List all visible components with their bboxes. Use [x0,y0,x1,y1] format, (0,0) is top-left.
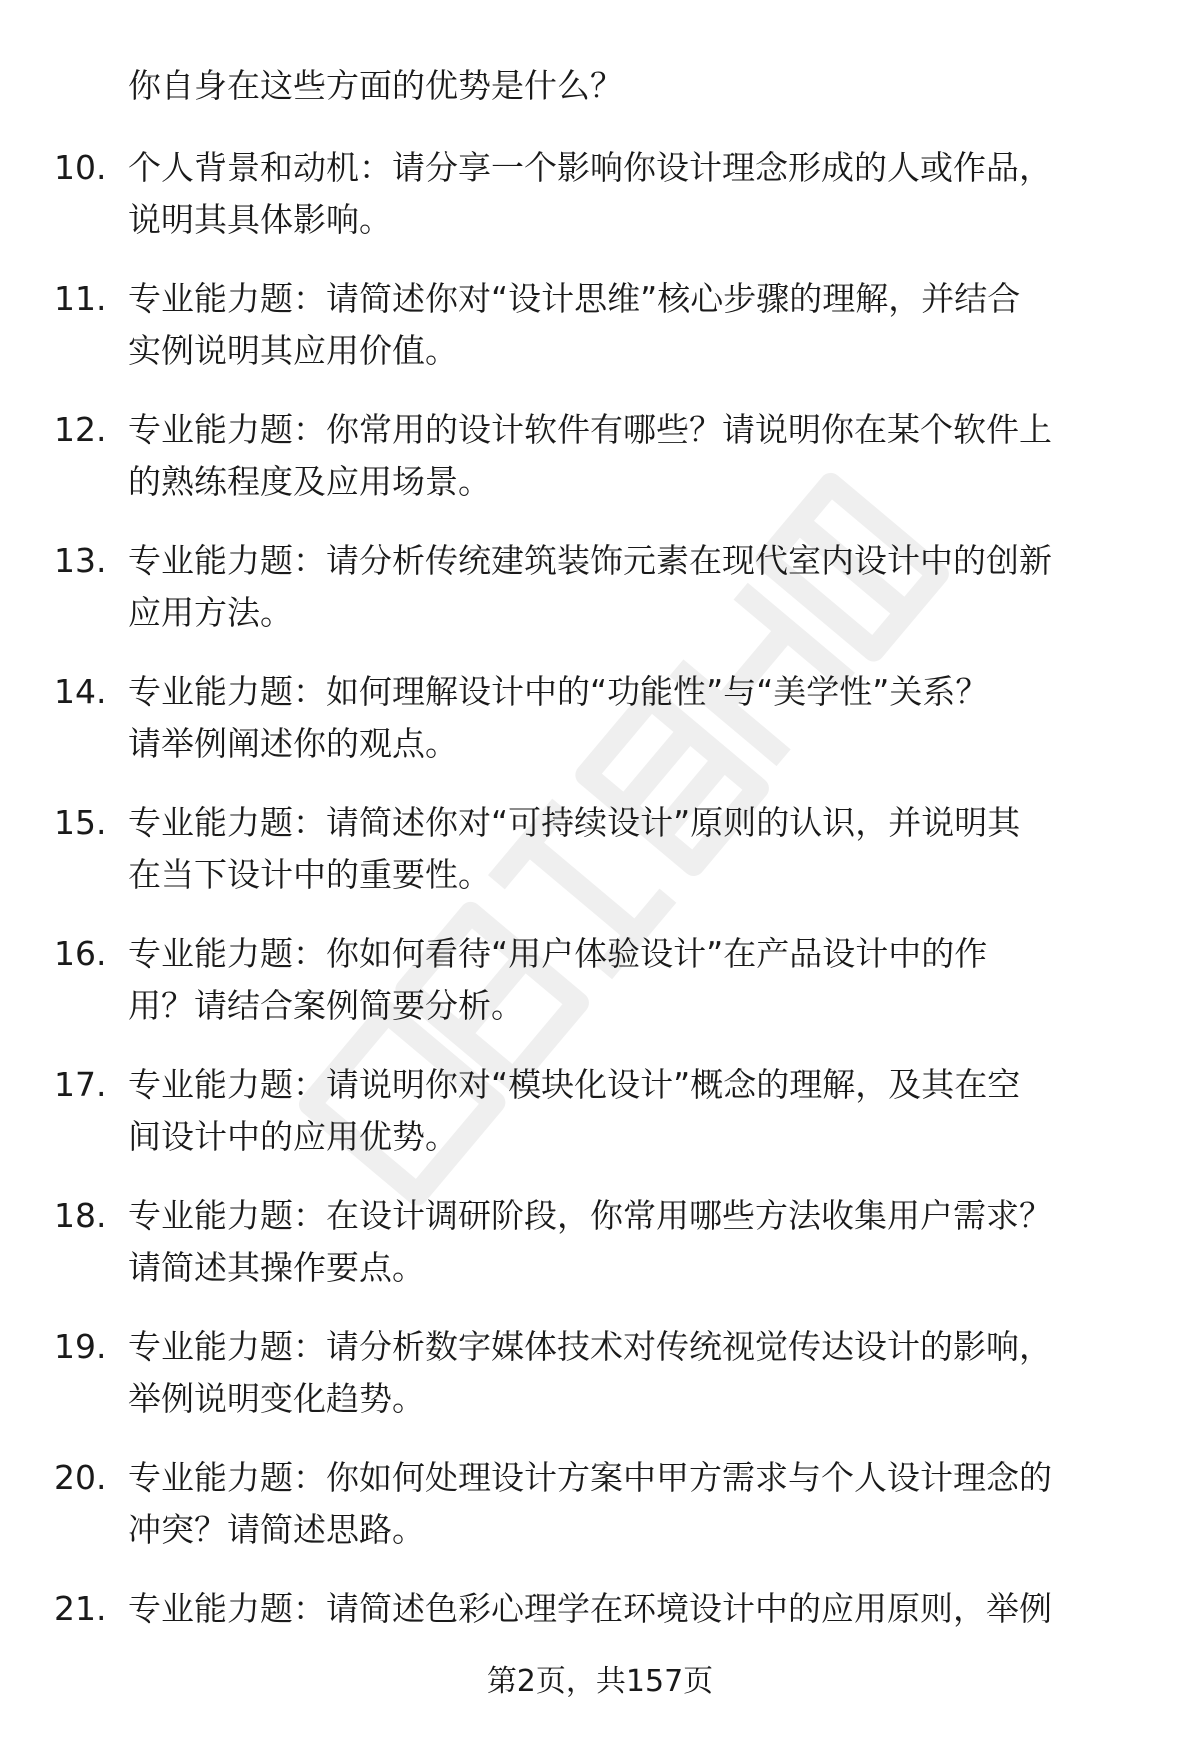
question-item [0,928,1200,1059]
question-text [128,1190,1138,1294]
question-line: 冲突？请简述思路。 [128,1510,425,1549]
question-number: 17. [54,1065,107,1104]
question-number: 19. [54,1327,107,1366]
page-footer: 第2页，共157页 [486,1664,714,1699]
question-number: 20. [54,1458,107,1497]
question-line: 专业能力题：在设计调研阶段，你常用哪些方法收集用户需求？ [128,1196,1052,1235]
question-number: 10. [54,148,107,187]
question-item [0,1059,1200,1190]
question-item [0,273,1200,404]
question-text [128,1583,1138,1635]
question-line: 应用方法。 [128,593,293,632]
question-text [128,1059,1138,1163]
question-text [128,142,1138,246]
question-line: 实例说明其应用价值。 [128,331,458,370]
question-line: 间设计中的应用优势。 [128,1117,458,1156]
question-line: 专业能力题：请分析数字媒体技术对传统视觉传达设计的影响， [128,1327,1052,1366]
question-line: 专业能力题：如何理解设计中的“功能性”与“美学性”关系？ [128,672,989,711]
question-item [0,142,1200,273]
question-text [128,535,1138,639]
question-text [128,273,1138,377]
question-text [128,404,1138,508]
continued-question-line: 你自身在这些方面的优势是什么？ [128,66,623,105]
question-number: 18. [54,1196,107,1235]
question-line: 在当下设计中的重要性。 [128,855,491,894]
question-line: 专业能力题：你如何处理设计方案中甲方需求与个人设计理念的 [128,1458,1052,1497]
question-item [0,1452,1200,1583]
question-number: 15. [54,803,107,842]
question-text [128,928,1138,1032]
question-item [0,1190,1200,1321]
question-number: 14. [54,672,107,711]
question-item [0,404,1200,535]
question-number: 16. [54,934,107,973]
question-number: 21. [54,1589,107,1628]
question-line: 举例说明变化趋势。 [128,1379,425,1418]
question-text [128,1452,1138,1556]
question-line: 的熟练程度及应用场景。 [128,462,491,501]
question-item [0,535,1200,666]
question-line: 专业能力题：请说明你对“模块化设计”概念的理解，及其在空 [128,1065,1021,1104]
question-line: 专业能力题：你常用的设计软件有哪些？请说明你在某个软件上 [128,410,1052,449]
question-number: 13. [54,541,107,580]
question-line: 请简述其操作要点。 [128,1248,425,1287]
question-line: 说明其具体影响。 [128,200,392,239]
question-list [0,142,1200,1714]
question-text [128,797,1138,901]
question-line: 专业能力题：请简述你对“可持续设计”原则的认识，并说明其 [128,803,1021,842]
question-line: 专业能力题：请简述色彩心理学在环境设计中的应用原则，举例 [128,1589,1052,1628]
question-item [0,666,1200,797]
question-item [0,797,1200,928]
question-text [128,666,1138,770]
question-number: 12. [54,410,107,449]
question-line: 请举例阐述你的观点。 [128,724,458,763]
question-text [128,1321,1138,1425]
question-number: 11. [54,279,107,318]
question-line: 专业能力题：请简述你对“设计思维”核心步骤的理解，并结合 [128,279,1021,318]
question-item [0,1321,1200,1452]
question-line: 专业能力题：你如何看待“用户体验设计”在产品设计中的作 [128,934,988,973]
question-line: 个人背景和动机：请分享一个影响你设计理念形成的人或作品， [128,148,1052,187]
question-line: 专业能力题：请分析传统建筑装饰元素在现代室内设计中的创新 [128,541,1052,580]
question-line: 用？请结合案例简要分析。 [128,986,524,1025]
